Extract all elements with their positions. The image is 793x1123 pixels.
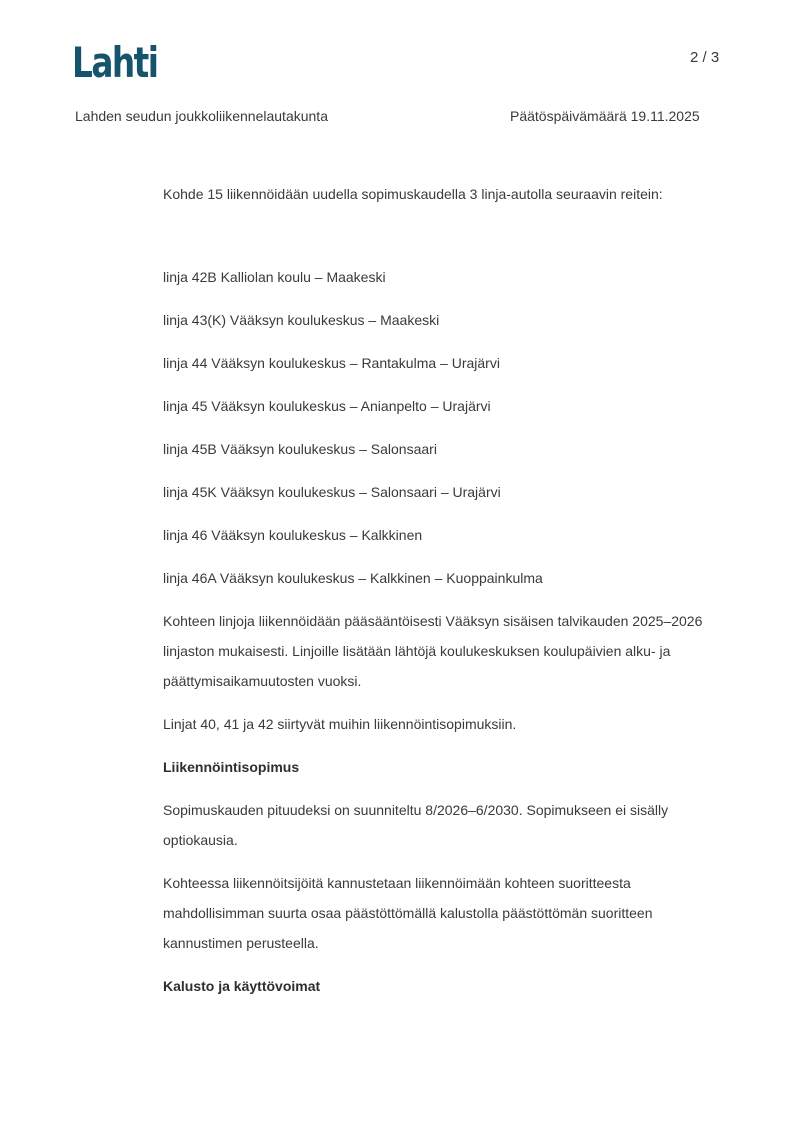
lahti-city-logo: Lahti <box>72 38 158 87</box>
route-line-46: linja 46 Vääksyn koulukeskus – Kalkkinen <box>163 527 423 543</box>
page-number: 2 / 3 <box>690 49 720 66</box>
route-line-42b: linja 42B Kalliolan koulu – Maakeski <box>163 269 386 285</box>
route-line-45: linja 45 Vääksyn koulukeskus – Anianpelto – Urajärvi <box>163 398 491 414</box>
route-line-43k: linja 43(K) Vääksyn koulukeskus – Maakeski <box>163 312 440 328</box>
committee-name: Lahden seudun joukkoliikennelautakunta <box>75 108 328 124</box>
route-line-44: linja 44 Vääksyn koulukeskus – Rantakulma – Urajärvi <box>163 355 500 371</box>
heading-kalusto-ja-kayttovoimat: Kalusto ja käyttövoimat <box>163 978 321 994</box>
decision-date: Päätöspäivämäärä 19.11.2025 <box>510 108 700 124</box>
route-line-45k: linja 45K Vääksyn koulukeskus – Salonsaari – Urajärvi <box>163 484 501 500</box>
document-body <box>163 179 723 1014</box>
incentive-paragraph: Kohteessa liikennöitsijöitä kannustetaan liikennöimään kohteen suoritteesta mahdollisimman suurta osaa päästöttömällä kalustolla päästöttömän suoritteen kannustimen perusteella. <box>163 875 653 951</box>
contract-period-paragraph: Sopimuskauden pituudeksi on suunniteltu 8/2026–6/2030. Sopimukseen ei sisälly optiokausia. <box>163 802 669 848</box>
route-line-46a: linja 46A Vääksyn koulukeskus – Kalkkinen – Kuoppainkulma <box>163 570 543 586</box>
route-list <box>163 262 723 593</box>
operation-paragraph: Kohteen linjoja liikennöidään pääsääntöisesti Vääksyn sisäisen talvikauden 2025–2026 linjaston mukaisesti. Linjoille lisätään lähtöjä koulukeskuksen koulupäivien alku- ja päättymisaikamuutosten vuoksi. <box>163 613 703 689</box>
heading-liikennointisopimus: Liikennöintisopimus <box>163 759 300 775</box>
route-line-45b: linja 45B Vääksyn koulukeskus – Salonsaari <box>163 441 437 457</box>
intro-paragraph: Kohde 15 liikennöidään uudella sopimuskaudella 3 linja-autolla seuraavin reitein: <box>163 186 663 202</box>
lines-transfer-paragraph: Linjat 40, 41 ja 42 siirtyvät muihin liikennöintisopimuksiin. <box>163 716 517 732</box>
